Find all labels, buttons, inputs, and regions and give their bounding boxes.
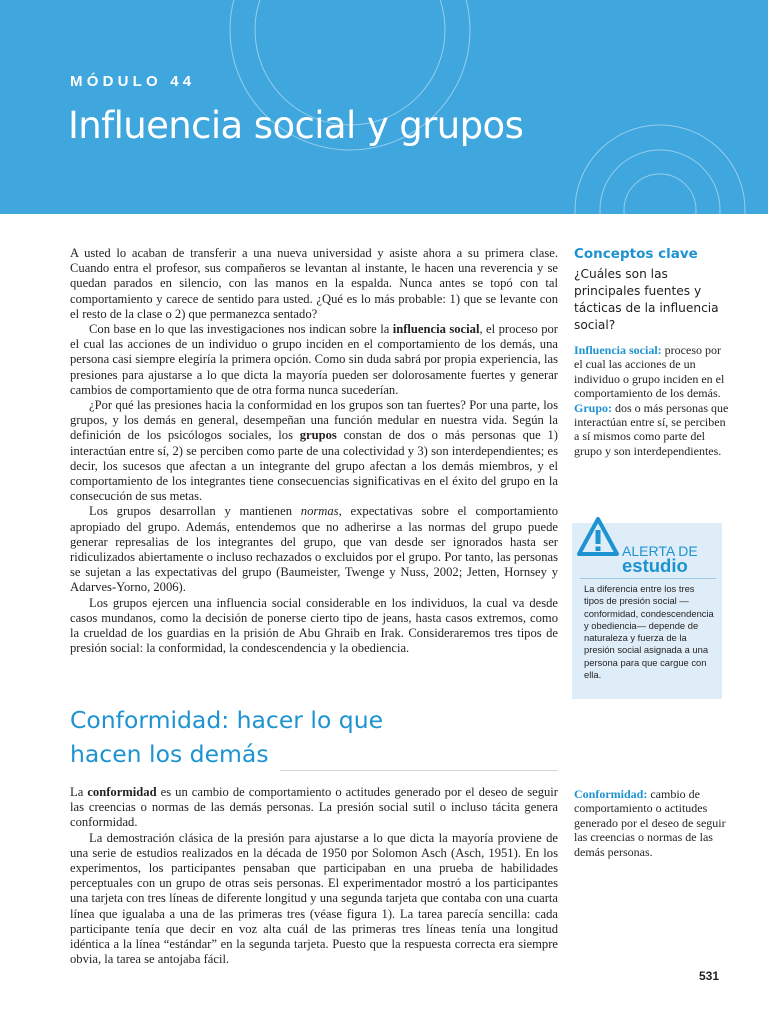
intro-paragraph-4: Los grupos desarrollan y mantienen normas, expectativas sobre el comportamiento apropiado del grupo. Además, entendemos que no adherirse a las normas del grupo puede generar represalias de los integrantes del grupo, que van desde ser ignorados hasta ser ridiculizados abiertamente o incluso rechazados o excluidos por el grupo. Por tanto, las personas se sujetan a las expectativas del grupo (Baumeister, Twenge y Nuss, 2002; Jetten, Hornsey y Adarves-Yorno, 2006). — [70, 504, 558, 595]
alert-heading-estudio: estudio — [622, 555, 688, 576]
intro-paragraph-5: Los grupos ejercen una influencia social considerable en los individuos, la cual va desde casos mundanos, como la decisión de ponerse cierto tipo de jeans, hasta casos extremos, como la crueldad de los guardias en la prisión de Abu Ghraib en Irak. Consideraremos tres tipos de presión social: la conformidad, la condescendencia y la obediencia. — [70, 595, 558, 656]
key-concepts-title: Conceptos clave — [574, 246, 698, 262]
key-term-conformidad: conformidad — [87, 785, 157, 799]
conformity-paragraph-1: La conformidad es un cambio de comportamiento o actitudes generado por el deseo de seguir las creencias o normas de las demás personas. La presión social sutil o incluso tácita genera conformidad. — [70, 785, 558, 830]
section-divider — [280, 770, 558, 771]
alert-heading: ALERTA DE — [622, 543, 698, 559]
glossary-influencia-social: Influencia social: proceso por el cual las acciones de un individuo o grupo inciden en el comportamiento de los demás. Grupo: dos o más personas que interactúan entre sí, se perciben a sí mismos como parte del grupo y son interdependientes. — [574, 343, 729, 458]
chapter-header-band — [0, 0, 768, 214]
section-heading: Conformidad: hacer lo que hacen los demás — [70, 706, 384, 768]
study-alert-box — [572, 523, 722, 699]
warning-triangle-icon — [576, 515, 620, 559]
term-normas: normas — [300, 504, 339, 519]
glossary-grupo-term: Grupo: — [574, 400, 613, 415]
glossary-conformidad: Conformidad: cambio de comportamiento o actitudes generado por el deseo de seguir las creencias o normas de las demás personas. — [574, 787, 726, 859]
intro-text — [70, 246, 558, 656]
page-number: 531 — [699, 969, 720, 983]
alert-divider — [580, 578, 716, 579]
conformity-text — [70, 785, 558, 967]
key-term-influencia-social: influencia social — [392, 322, 480, 337]
intro-paragraph-1: A usted lo acaban de transferir a una nueva universidad y asiste ahora a su primera clase. Cuando entra el profesor, sus compañeros se levantan al instante, le hacen una reverencia y se quedan parados en silencio, con las manos en la espalda. Nunca antes se topó con tal comportamiento y carece de sentido para usted. ¿Qué es lo más probable: 1) que se levante con el resto de la clase o 2) que permanezca sentado? — [70, 246, 558, 321]
intro-paragraph-2: Con base en lo que las investigaciones nos indican sobre la influencia social, el proceso por el cual las acciones de un individuo o grupo inciden en el comportamiento de los demás, una persona casi siempre elegiría la primera opción. Como sin duda sabrá por propia experiencia, las presiones para ajustarse a lo que dicta la mayoría pueden ser dolorosamente fuertes y generar cambios de comportamiento que de otra forma nunca sucederían. — [70, 322, 558, 397]
page-title: Influencia social y grupos — [68, 104, 524, 147]
module-label: MÓDULO 44 — [70, 73, 196, 90]
key-term-grupos: grupos — [299, 428, 337, 443]
key-concepts-question: ¿Cuáles son las principales fuentes y tácticas de la influencia social? — [574, 267, 719, 332]
alert-text: La diferencia entre los tres tipos de presión social —conformidad, condescendencia y obediencia— depende de naturaleza y fuerza de la presión social asignada a una persona para que cargue con ella. — [584, 583, 714, 681]
intro-paragraph-3: ¿Por qué las presiones hacia la conformidad en los grupos son tan fuertes? Por una parte, los grupos, y los demás en general, desempeñan una función medular en nuestra vida. Según la definición de los psicólogos sociales, los grupos constan de dos o más personas que 1) interactúan entre sí, 2) se perciben como parte de una colectividad y 3) son interdependientes; es decir, los sucesos que afectan a un integrante del grupo afectan a los demás miembros, y el comportamiento de los integrantes tiene consecuencias significativas en el éxito del grupo en la consecución de sus metas. — [70, 398, 558, 504]
conformity-paragraph-2: La demostración clásica de la presión para ajustarse a lo que dicta la mayoría proviene de una serie de estudios realizados en la década de 1950 por Solomon Asch (Asch, 1951). En los experimentos, los participantes pensaban que participaban en una prueba de habilidades perceptuales con un grupo de otras seis personas. El experimentador mostró a los participantes una tarjeta con tres líneas de diferente longitud y una segunda tarjeta que contaba con una cuarta línea que igualaba a una de las primeras tres (véase figura 1). La tarea parecía sencilla: cada participante tenía que decir en voz alta cuál de las primeras tres líneas tenía una longitud idéntica a la línea “estándar” en la segunda tarjeta. Puesto que la respuesta correcta era siempre obvia, la tarea se antojaba fácil. — [70, 830, 558, 967]
